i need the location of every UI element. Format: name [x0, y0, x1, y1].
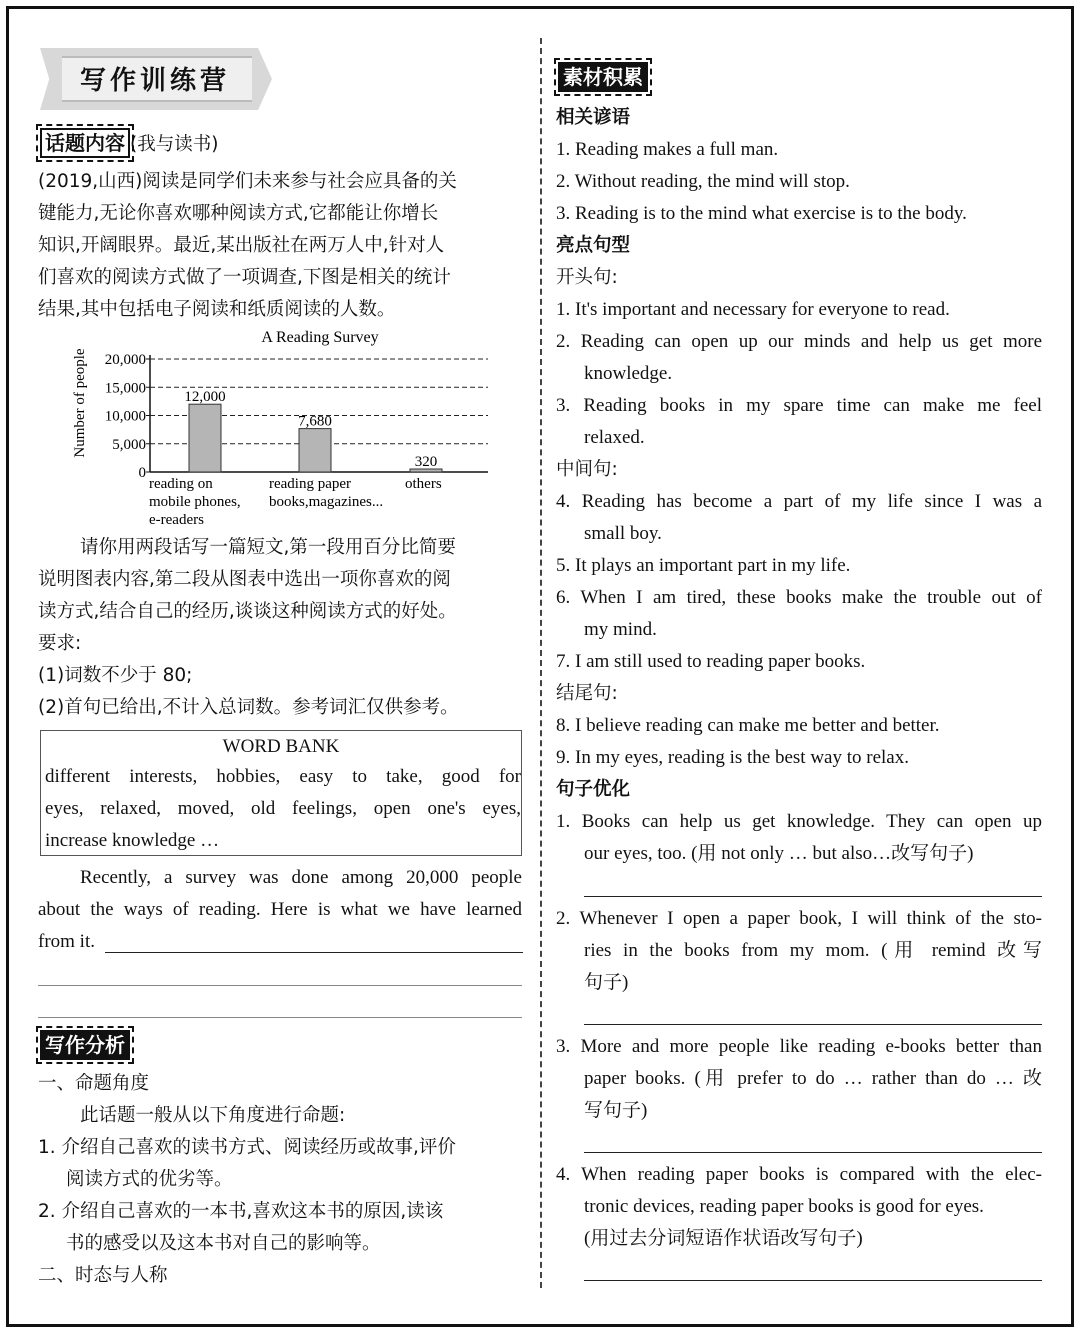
category-label: reading paper [269, 476, 352, 492]
analysis-line: 2. 介绍自己喜欢的一本书,喜欢这本书的原因,读该 [38, 1201, 444, 1222]
opening-item-cont: relaxed. [584, 427, 645, 448]
answer-line[interactable] [584, 1280, 1042, 1281]
optimize-item-cont: 句子) [584, 972, 629, 993]
ending-heading: 结尾句: [556, 683, 618, 704]
opening-item: 3. Reading books in my spare time can make me feel [556, 395, 1042, 416]
task-line: 读方式,结合自己的经历,谈谈这种阅读方式的好处。 [38, 601, 457, 622]
intro-line: 键能力,无论你喜欢哪种阅读方式,它都能让你增长 [38, 203, 439, 224]
chart-title: A Reading Survey [261, 329, 379, 346]
task-line: 要求: [38, 633, 82, 654]
task-line: (1)词数不少于 80; [38, 665, 193, 686]
y-tick-label: 20,000 [104, 352, 146, 368]
starter-line: from it. [38, 931, 95, 952]
optimize-item-cont: (用过去分词短语作状语改写句子) [584, 1228, 863, 1249]
y-tick-label: 5,000 [112, 436, 146, 453]
category-label: books,magazines... [269, 494, 384, 510]
writing-line[interactable] [105, 952, 523, 953]
proverb-item: 2. Without reading, the mind will stop. [556, 171, 850, 192]
ending-item: 9. In my eyes, reading is the best way to relax. [556, 747, 909, 768]
opening-heading: 开头句: [556, 267, 618, 288]
y-tick-label: 10,000 [104, 408, 146, 425]
task-line: (2)首句已给出,不计入总词数。参考词汇仅供参考。 [38, 697, 459, 718]
task-line: 说明图表内容,第二段从图表中选出一项你喜欢的阅 [38, 569, 451, 590]
opening-item: 2. Reading can open up our minds and help us get more [556, 331, 1042, 352]
category-label: others [405, 476, 442, 492]
word-bank-box [40, 730, 522, 856]
optimize-item-cont: ries in the books from my mom. (用 remind 改写 [584, 940, 1042, 961]
middle-item: 5. It plays an important part in my life. [556, 555, 851, 576]
sentences-heading: 亮点句型 [556, 235, 631, 256]
section-banner [40, 48, 272, 110]
bar [189, 404, 221, 472]
analysis-line: 书的感受以及这本书对自己的影响等。 [66, 1233, 381, 1254]
analysis-line: 一、命题角度 [38, 1073, 150, 1094]
proverb-item: 1. Reading makes a full man. [556, 139, 779, 160]
bar-value-label: 7,680 [298, 413, 332, 430]
intro-line: 们喜欢的阅读方式做了一项调查,下图是相关的统计 [38, 267, 451, 288]
category-label: reading on [149, 476, 213, 492]
category-label: e-readers [149, 512, 204, 528]
word-bank-line: increase knowledge … [45, 830, 220, 851]
optimize-item: 3. More and more people like reading e-books better than [556, 1036, 1042, 1057]
analysis-line: 此话题一般从以下角度进行命题: [80, 1105, 346, 1126]
starter-line: about the ways of reading. Here is what we have learned [38, 899, 522, 920]
ending-item: 8. I believe reading can make me better and better. [556, 715, 940, 736]
analysis-line: 1. 介绍自己喜欢的读书方式、阅读经历或故事,评价 [38, 1137, 456, 1158]
bar-value-label: 320 [414, 454, 438, 470]
section-rule [38, 1017, 522, 1018]
answer-line[interactable] [584, 896, 1042, 897]
answer-line[interactable] [584, 1152, 1042, 1153]
optimize-item: 4. When reading paper books is compared with the elec- [556, 1164, 1042, 1185]
word-bank-line: different interests, hobbies, easy to take, good for [45, 766, 521, 787]
middle-item: 4. Reading has become a part of my life since I was a [556, 491, 1042, 512]
answer-line[interactable] [584, 1024, 1042, 1025]
analysis-tag: 写作分析 [40, 1030, 130, 1060]
column-divider [540, 38, 542, 1288]
y-tick-label: 15,000 [104, 380, 146, 397]
optimize-item-cont: tronic devices, reading paper books is good for eyes. [584, 1196, 984, 1217]
banner-title: 写作训练营 [80, 66, 231, 96]
intro-line: 知识,开阔眼界。最近,某出版社在两万人中,针对人 [38, 235, 445, 256]
y-tick-label: 0 [138, 465, 146, 481]
writing-line[interactable] [38, 985, 522, 986]
optimize-heading: 句子优化 [556, 779, 631, 800]
optimize-item: 1. Books can help us get knowledge. They can open up [556, 811, 1042, 832]
intro-line: 结果,其中包括电子阅读和纸质阅读的人数。 [38, 299, 396, 320]
middle-heading: 中间句: [556, 459, 618, 480]
reading-survey-chart [60, 325, 500, 530]
topic-line [40, 128, 218, 161]
starter-line: Recently, a survey was done among 20,000 people [80, 867, 522, 888]
topic-tag: 话题内容 [40, 128, 130, 158]
intro-line: (2019,山西)阅读是同学们未来参与社会应具备的关 [38, 171, 457, 192]
middle-item-cont: my mind. [584, 619, 657, 640]
opening-item-cont: knowledge. [584, 363, 673, 384]
optimize-item-cont: 写句子) [584, 1100, 648, 1121]
bar-value-label: 12,000 [184, 389, 226, 406]
task-line: 请你用两段话写一篇短文,第一段用百分比简要 [80, 537, 456, 558]
middle-item: 6. When I am tired, these books make the trouble out of [556, 587, 1042, 608]
word-bank-title: WORD BANK [222, 736, 340, 757]
opening-item: 1. It's important and necessary for everyone to read. [556, 299, 950, 320]
optimize-item: 2. Whenever I open a paper book, I will think of the sto- [556, 908, 1042, 929]
optimize-item-cont: paper books. (用 prefer to do … rather than do … 改 [584, 1068, 1042, 1089]
bar [299, 429, 331, 472]
analysis-line: 阅读方式的优劣等。 [66, 1169, 233, 1190]
middle-item: 7. I am still used to reading paper books. [556, 651, 866, 672]
analysis-line: 二、时态与人称 [38, 1265, 168, 1286]
material-heading [558, 62, 648, 95]
category-label: mobile phones, [149, 494, 241, 510]
analysis-heading [40, 1030, 130, 1063]
optimize-item-cont: our eyes, too. (用 not only … but also…改写句子) [584, 843, 974, 864]
proverb-item: 3. Reading is to the mind what exercise is to the body. [556, 203, 967, 224]
topic-paren: (我与读书) [130, 134, 219, 155]
material-tag: 素材积累 [558, 62, 648, 92]
word-bank-line: eyes, relaxed, moved, old feelings, open one's eyes, [45, 798, 521, 819]
proverbs-heading: 相关谚语 [556, 107, 631, 128]
chart-ylabel: Number of people [72, 348, 88, 458]
middle-item-cont: small boy. [584, 523, 662, 544]
